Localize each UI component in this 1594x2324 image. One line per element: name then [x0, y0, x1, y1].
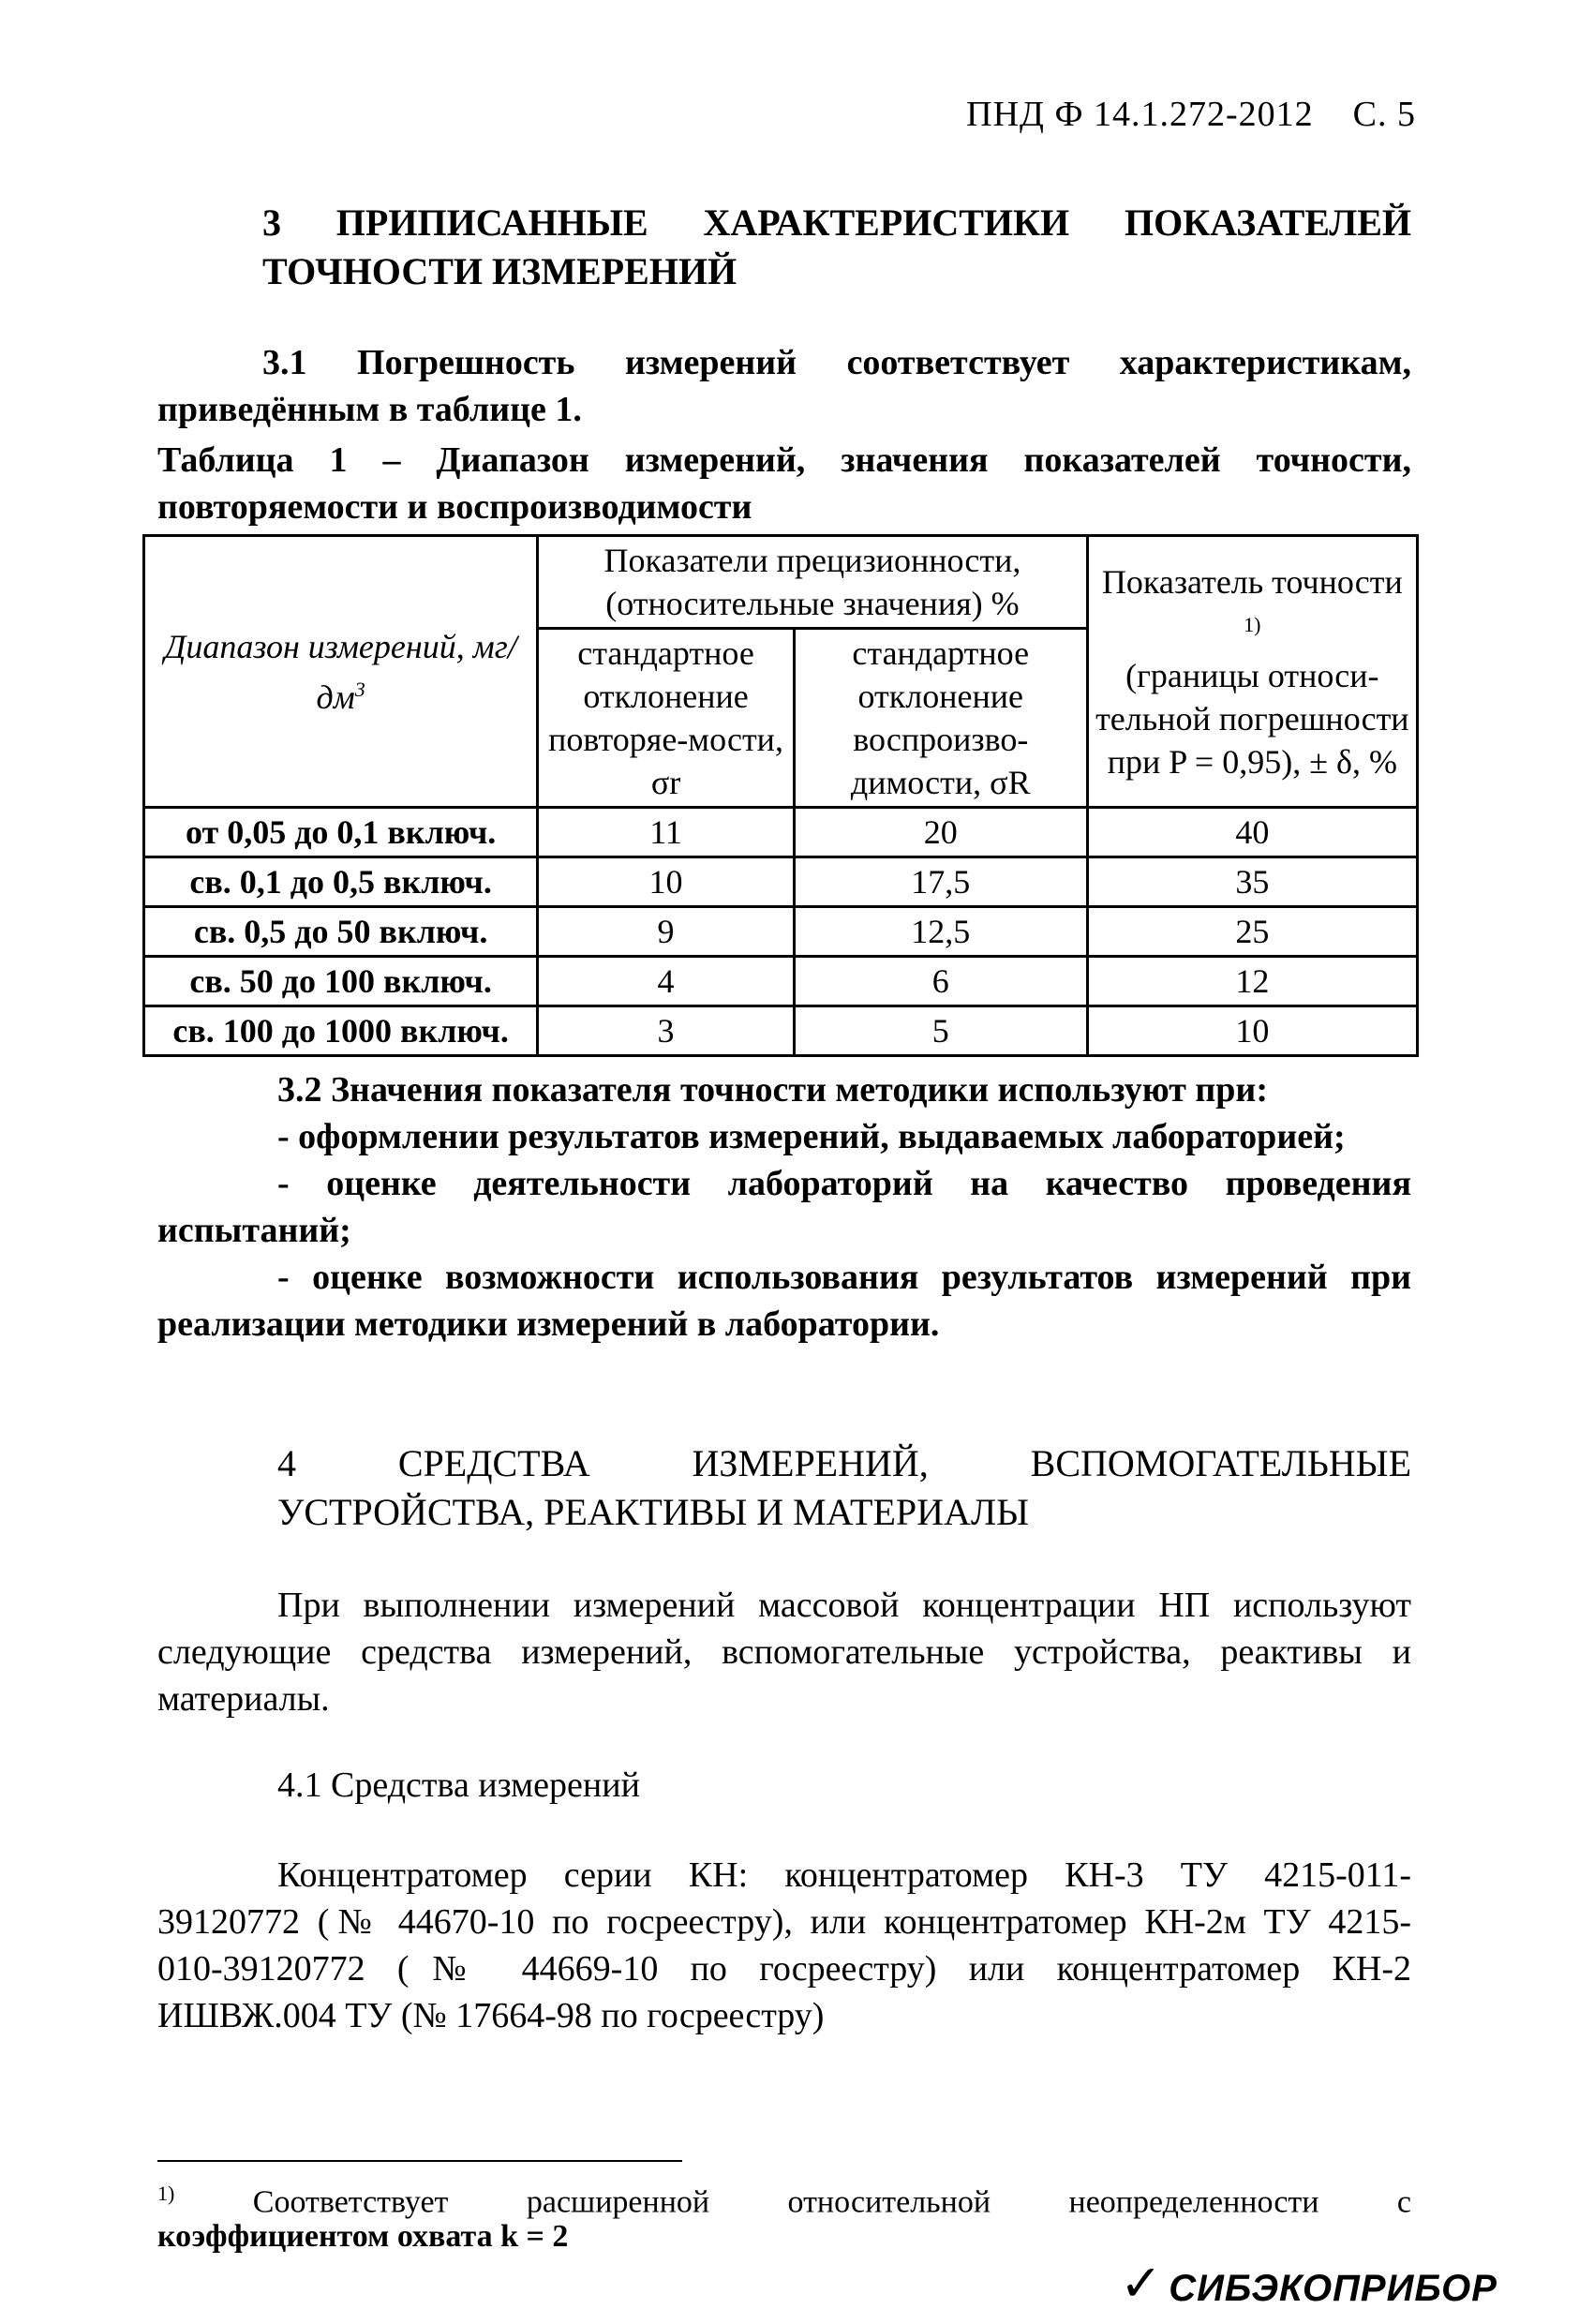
section3-title-line2: ТОЧНОСТИ ИЗМЕРЕНИЙ [262, 250, 737, 292]
table-caption-line1: Таблица 1 – Диапазон измерений, значения показателей точности, [157, 440, 1411, 480]
cell-accuracy: 40 [1087, 808, 1417, 857]
section4-title-line2: УСТРОЙСТВА, РЕАКТИВЫ И МАТЕРИАЛЫ [277, 1491, 1029, 1533]
table-header-row-1 [144, 536, 1418, 629]
logo-text: СИБЭКОПРИБОР [1169, 2268, 1497, 2309]
header-accuracy-label: Показатель точности [1101, 562, 1403, 601]
cell-repeatability: 11 [538, 808, 795, 857]
cell-accuracy: 35 [1087, 857, 1417, 907]
header-range-sup: 3 [354, 677, 365, 701]
logo-mark-icon: ✓ [1120, 2256, 1164, 2312]
table-row [144, 857, 1418, 907]
cell-repeatability: 10 [538, 857, 795, 907]
cell-accuracy: 25 [1087, 907, 1417, 957]
table-row [144, 1006, 1418, 1056]
company-logo [1120, 2254, 1497, 2313]
cell-range: от 0,05 до 0,1 включ. [144, 808, 538, 857]
para-4-1-line2: 39120772 (№ 44670-10 по госреестру), или концентратомер КН-2м ТУ 4215- [157, 1902, 1411, 1942]
para-3-2-item1: - оформлении результатов измерений, выдаваемых лабораторией; [277, 1117, 1346, 1156]
para-4-1-line1: Концентратомер серии КН: концентратомер КН-3 ТУ 4215-011- [277, 1855, 1411, 1895]
cell-reproducibility: 5 [794, 1006, 1087, 1056]
cell-range: св. 0,1 до 0,5 включ. [144, 857, 538, 907]
cell-accuracy: 12 [1087, 957, 1417, 1006]
header-range [144, 536, 538, 808]
subsection-4-1-title: 4.1 Средства измерений [277, 1765, 640, 1805]
para-4-1-line3: 010-39120772 (№ 44669-10 по госреестру) или концентратомер КН-2 [157, 1949, 1411, 1989]
cell-range: св. 50 до 100 включ. [144, 957, 538, 1006]
footnote-marker: 1) [157, 2182, 175, 2205]
para-4-1-line4: ИШВЖ.004 ТУ (№ 17664-98 по госреестру) [157, 1996, 825, 2035]
header-accuracy-note: (границы относи-тельной погрешности при P = 0,95), ± δ, % [1095, 656, 1409, 781]
para-3-2-item2-line2: испытаний; [157, 1211, 351, 1250]
header-repeatability: стандартное отклонение повторяе-мости, σr [538, 629, 795, 808]
cell-accuracy: 10 [1087, 1006, 1417, 1056]
doc-reference: ПНД Ф 14.1.272-2012 [966, 95, 1314, 134]
footnote-line2: коэффициентом охвата k = 2 [157, 2219, 569, 2254]
cell-reproducibility: 12,5 [794, 907, 1087, 957]
cell-reproducibility: 6 [794, 957, 1087, 1006]
cell-repeatability: 4 [538, 957, 795, 1006]
section4-intro-line2: следующие средства измерений, вспомогательные устройства, реактивы и [157, 1632, 1411, 1672]
para-3-2-intro: 3.2 Значения показателя точности методики используют при: [277, 1070, 1268, 1110]
section4-title-line1: 4 СРЕДСТВА ИЗМЕРЕНИЙ, ВСПОМОГАТЕЛЬНЫЕ [277, 1442, 1411, 1484]
para-3-2-item2-line1: - оценке деятельности лабораторий на качество проведения [277, 1164, 1411, 1203]
table-caption-line2: повторяемости и воспроизводимости [157, 487, 752, 527]
para-3-2-item3-line1: - оценке возможности использования результатов измерений при [277, 1258, 1411, 1297]
footnote-divider [157, 2160, 682, 2162]
header-range-label: Диапазон измерений, мг/дм [164, 627, 517, 716]
measurement-table [142, 534, 1419, 1057]
page-number: С. 5 [1352, 95, 1416, 134]
header-accuracy [1087, 536, 1417, 808]
cell-reproducibility: 17,5 [794, 857, 1087, 907]
section4-intro-line1: При выполнении измерений массовой концентрации НП используют [277, 1586, 1411, 1625]
page-header [966, 94, 1416, 135]
cell-range: св. 100 до 1000 включ. [144, 1006, 538, 1056]
cell-repeatability: 3 [538, 1006, 795, 1056]
header-precision-group: Показатели прецизионности, (относительные значения) % [538, 536, 1087, 629]
header-accuracy-sup: 1) [1244, 612, 1261, 636]
para-3-1-line2: приведённым в таблице 1. [157, 390, 582, 429]
table-row [144, 957, 1418, 1006]
cell-range: св. 0,5 до 50 включ. [144, 907, 538, 957]
section4-intro-line3: материалы. [157, 1679, 330, 1719]
table-row [144, 808, 1418, 857]
para-3-2-item3-line2: реализации методики измерений в лаборатории. [157, 1304, 940, 1344]
footnote-text-line1: Соответствует расширенной относительной неопределенности с [252, 2184, 1411, 2220]
cell-reproducibility: 20 [794, 808, 1087, 857]
section3-title-line1: 3 ПРИПИСАННЫЕ ХАРАКТЕРИСТИКИ ПОКАЗАТЕЛЕЙ [262, 201, 1411, 244]
header-reproducibility: стандартное отклонение воспроизво-димости, σR [794, 629, 1087, 808]
table-row [144, 907, 1418, 957]
para-3-1-line1: 3.1 Погрешность измерений соответствует характеристикам, [262, 343, 1411, 382]
cell-repeatability: 9 [538, 907, 795, 957]
